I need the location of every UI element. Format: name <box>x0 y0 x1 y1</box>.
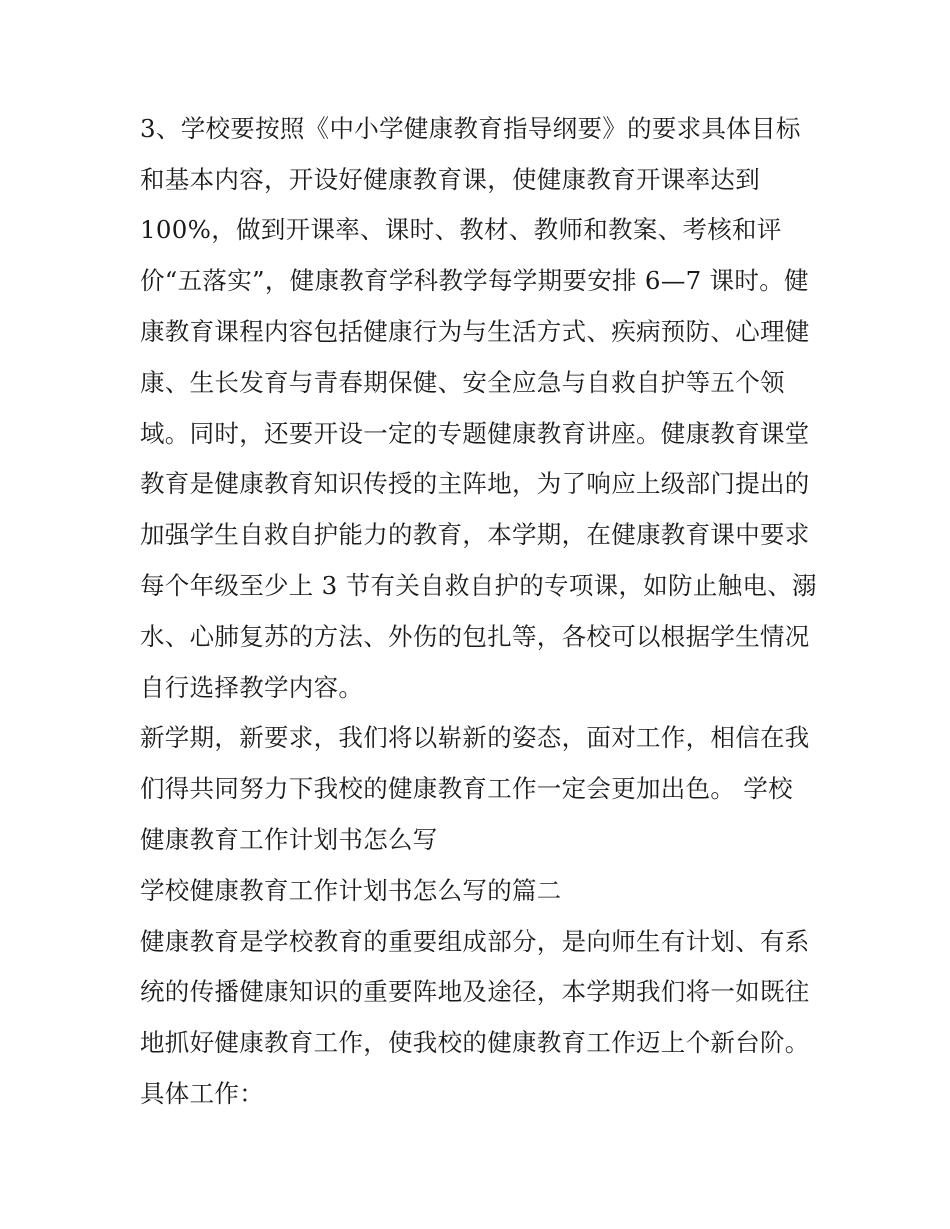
paragraph-line: 每个年级至少上 3 节有关自救自护的专项课，如防止触电、溺 <box>140 571 817 600</box>
paragraph-line: 加强学生自救自护能力的教育，本学期，在健康教育课中要求 <box>140 520 810 549</box>
paragraph-line: 康、生长发育与青春期保健、安全应急与自救自护等五个领 <box>140 368 785 397</box>
paragraph-line: 水、心肺复苏的方法、外伤的包扎等，各校可以根据学生情况 <box>140 622 810 651</box>
paragraph-line: 健康教育是学校教育的重要组成部分，是向师生有计划、有系 <box>140 927 810 956</box>
section-heading: 健康教育工作计划书怎么写 <box>140 825 438 854</box>
paragraph-line: 和基本内容，开设好健康教育课，使健康教育开课率达到 <box>140 165 760 194</box>
section-heading: 学校健康教育工作计划书怎么写的篇二 <box>140 876 562 905</box>
paragraph-line: 新学期，新要求，我们将以崭新的姿态，面对工作，相信在我 <box>140 723 810 752</box>
paragraph-line: 统的传播健康知识的重要阵地及途径，本学期我们将一如既往 <box>140 977 810 1006</box>
paragraph-line: 教育是健康教育知识传授的主阵地，为了响应上级部门提出的 <box>140 469 810 498</box>
paragraph-line: 康教育课程内容包括健康行为与生活方式、疾病预防、心理健 <box>140 317 810 346</box>
paragraph-line: 3、学校要按照《中小学健康教育指导纲要》的要求具体目标 <box>140 114 801 143</box>
paragraph-line: 自行选择教学内容。 <box>140 673 364 702</box>
paragraph-line: 100%，做到开课率、课时、教材、教师和教案、考核和评 <box>140 215 782 244</box>
paragraph-line: 具体工作： <box>140 1079 264 1108</box>
paragraph-line: 价“五落实”，健康教育学科教学每学期要安排 6—7 课时。健 <box>140 266 809 295</box>
paragraph-line: 们得共同努力下我校的健康教育工作一定会更加出色。 学校 <box>140 774 793 803</box>
paragraph-line: 域。同时，还要开设一定的专题健康教育讲座。健康教育课堂 <box>140 419 810 448</box>
paragraph-line: 地抓好健康教育工作，使我校的健康教育工作迈上个新台阶。 <box>140 1028 810 1057</box>
